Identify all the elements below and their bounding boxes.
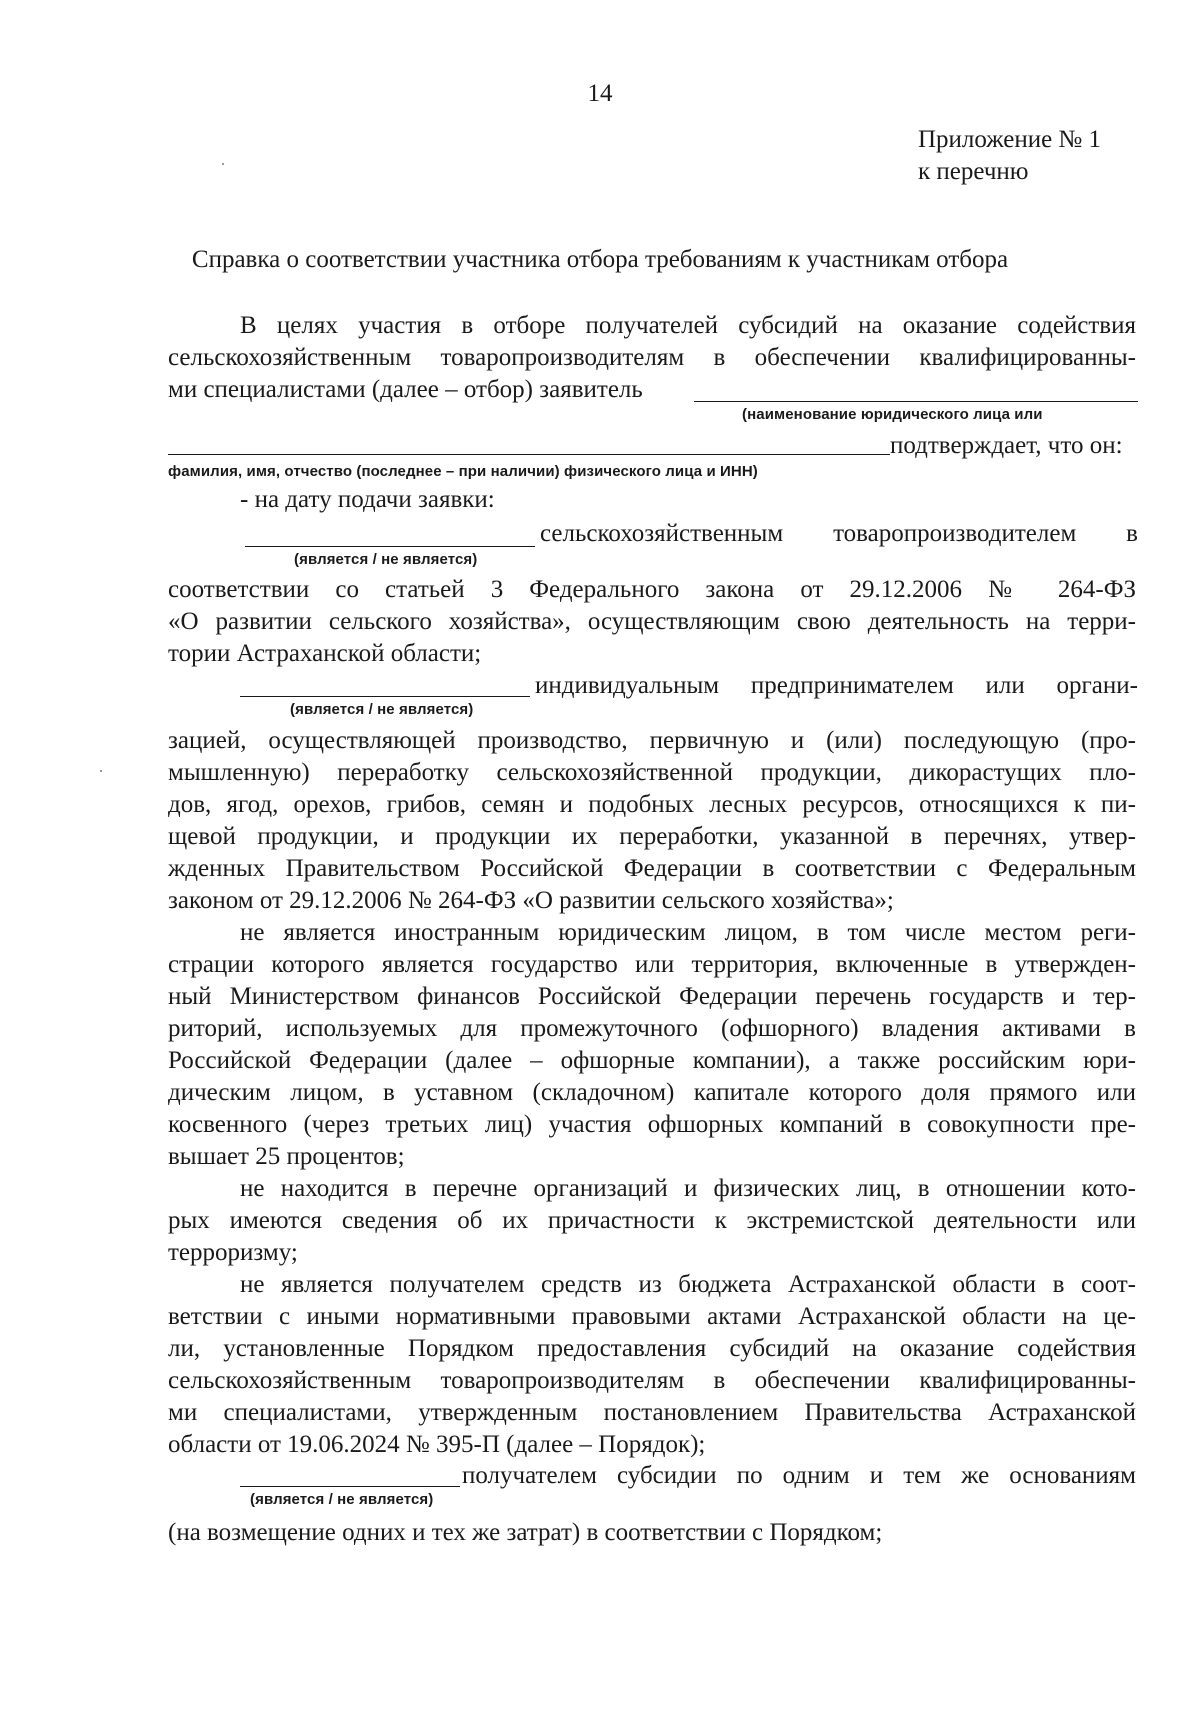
item2-line-4: дов, ягод, орехов, грибов, семян и подобных лесных ресурсов, относящихся к пи- [168,791,1136,818]
item5-line-1: не является получателем средств из бюджета Астраханской области в соот- [240,1271,1136,1298]
item3-line-6: дическим лицом, в уставном (складочном) капитале которого доля прямого или [168,1079,1136,1106]
item5-line-2: ветствии с иными нормативными правовыми актами Астраханской области на це- [168,1303,1136,1330]
appendix-number: Приложение № 1 [918,126,1102,153]
item5-line-5: ми специалистами, утвержденным постановлением Правительства Астраханской [168,1399,1136,1426]
item2-line-2: зацией, осуществляющей производство, первичную и (или) последующую (про- [168,727,1136,754]
applicant-name-blank-2[interactable] [168,454,890,455]
item6-line-2: (на возмещение одних и тех же затрат) в соответствии с Порядком; [168,1519,883,1546]
item2-line-6: жденных Правительством Российской Федерации в соответствии с Федеральным [168,855,1136,882]
on-application-date: - на дату подачи заявки: [240,486,495,513]
applicant-name-blank[interactable] [694,401,1138,402]
item6-caption: (является / не является) [250,1491,434,1508]
appendix-header [918,124,1101,188]
scan-speck [222,163,224,165]
item2-line-3: мышленную) переработку сельскохозяйственной продукции, дикорастущих пло- [168,759,1136,786]
caption-applicant-name: (наименование юридического лица или [742,406,1043,423]
item2-status-blank[interactable] [240,696,530,697]
item5-line-6: области от 19.06.2024 № 395-П (далее – Порядок); [168,1431,706,1458]
intro-line-4: подтверждает, что он: [890,432,1123,459]
intro-line-3: ми специалистами (далее – отбор) заявитель [168,376,643,403]
item4-line-1: не находится в перечне организаций и физических лиц, в отношении кото- [240,1175,1136,1202]
item5-line-4: сельскохозяйственным товаропроизводителям в обеспечении квалифицированны- [168,1367,1136,1394]
item5-line-3: ли, установленные Порядком предоставления субсидий на оказание содействия [168,1335,1136,1362]
item1-line-2: соответствии со статьей 3 Федерального закона от 29.12.2006 № 264-ФЗ [168,576,1136,603]
item3-line-8: вышает 25 процентов; [168,1143,405,1170]
item3-line-2: страции которого является государство или территория, включенные в утвержден- [168,951,1136,978]
item1-status-blank[interactable] [245,546,535,547]
item3-line-1: не является иностранным юридическим лицом, в том числе местом реги- [240,919,1136,946]
item3-line-5: Российской Федерации (далее – офшорные компании), а также российским юри- [168,1047,1136,1074]
item1-line-1: сельскохозяйственным товаропроизводителем в [540,520,1138,547]
appendix-reference: к перечню [918,158,1029,185]
item2-line-5: щевой продукции, и продукции их переработки, указанной в перечнях, утвер- [168,823,1136,850]
item1-caption: (является / не является) [294,551,478,568]
item6-line-1: получателем субсидии по одним и тем же основаниям [462,1462,1136,1489]
page-number: 14 [587,80,613,107]
item3-line-7: косвенного (через третьих лиц) участия офшорных компаний в совокупности пре- [168,1111,1136,1138]
item3-line-4: риторий, используемых для промежуточного (офшорного) владения активами в [168,1015,1136,1042]
item4-line-2: рых имеются сведения об их причастности к экстремистской деятельности или [168,1207,1136,1234]
document-title: Справка о соответствии участника отбора требованиям к участникам отбора [191,246,1009,273]
item6-status-blank[interactable] [240,1486,460,1487]
item1-line-3: «О развитии сельского хозяйства», осуществляющим свою деятельность на терри- [168,608,1136,635]
scan-speck [100,770,102,772]
item2-caption: (является / не является) [290,701,474,718]
item2-line-1: индивидуальным предпринимателем или органи- [535,672,1138,699]
intro-line-2: сельскохозяйственным товаропроизводителям в обеспечении квалифицированны- [168,344,1136,371]
item2-line-7: законом от 29.12.2006 № 264-ФЗ «О развитии сельского хозяйства»; [168,887,894,914]
item1-line-4: тории Астраханской области; [168,640,482,667]
item4-line-3: терроризму; [168,1239,298,1266]
caption-applicant-fio: фамилия, имя, отчество (последнее – при наличии) физического лица и ИНН) [168,463,758,480]
item3-line-3: ный Министерством финансов Российской Федерации перечень государств и тер- [168,983,1136,1010]
intro-line-1: В целях участия в отборе получателей субсидий на оказание содействия [240,312,1136,339]
